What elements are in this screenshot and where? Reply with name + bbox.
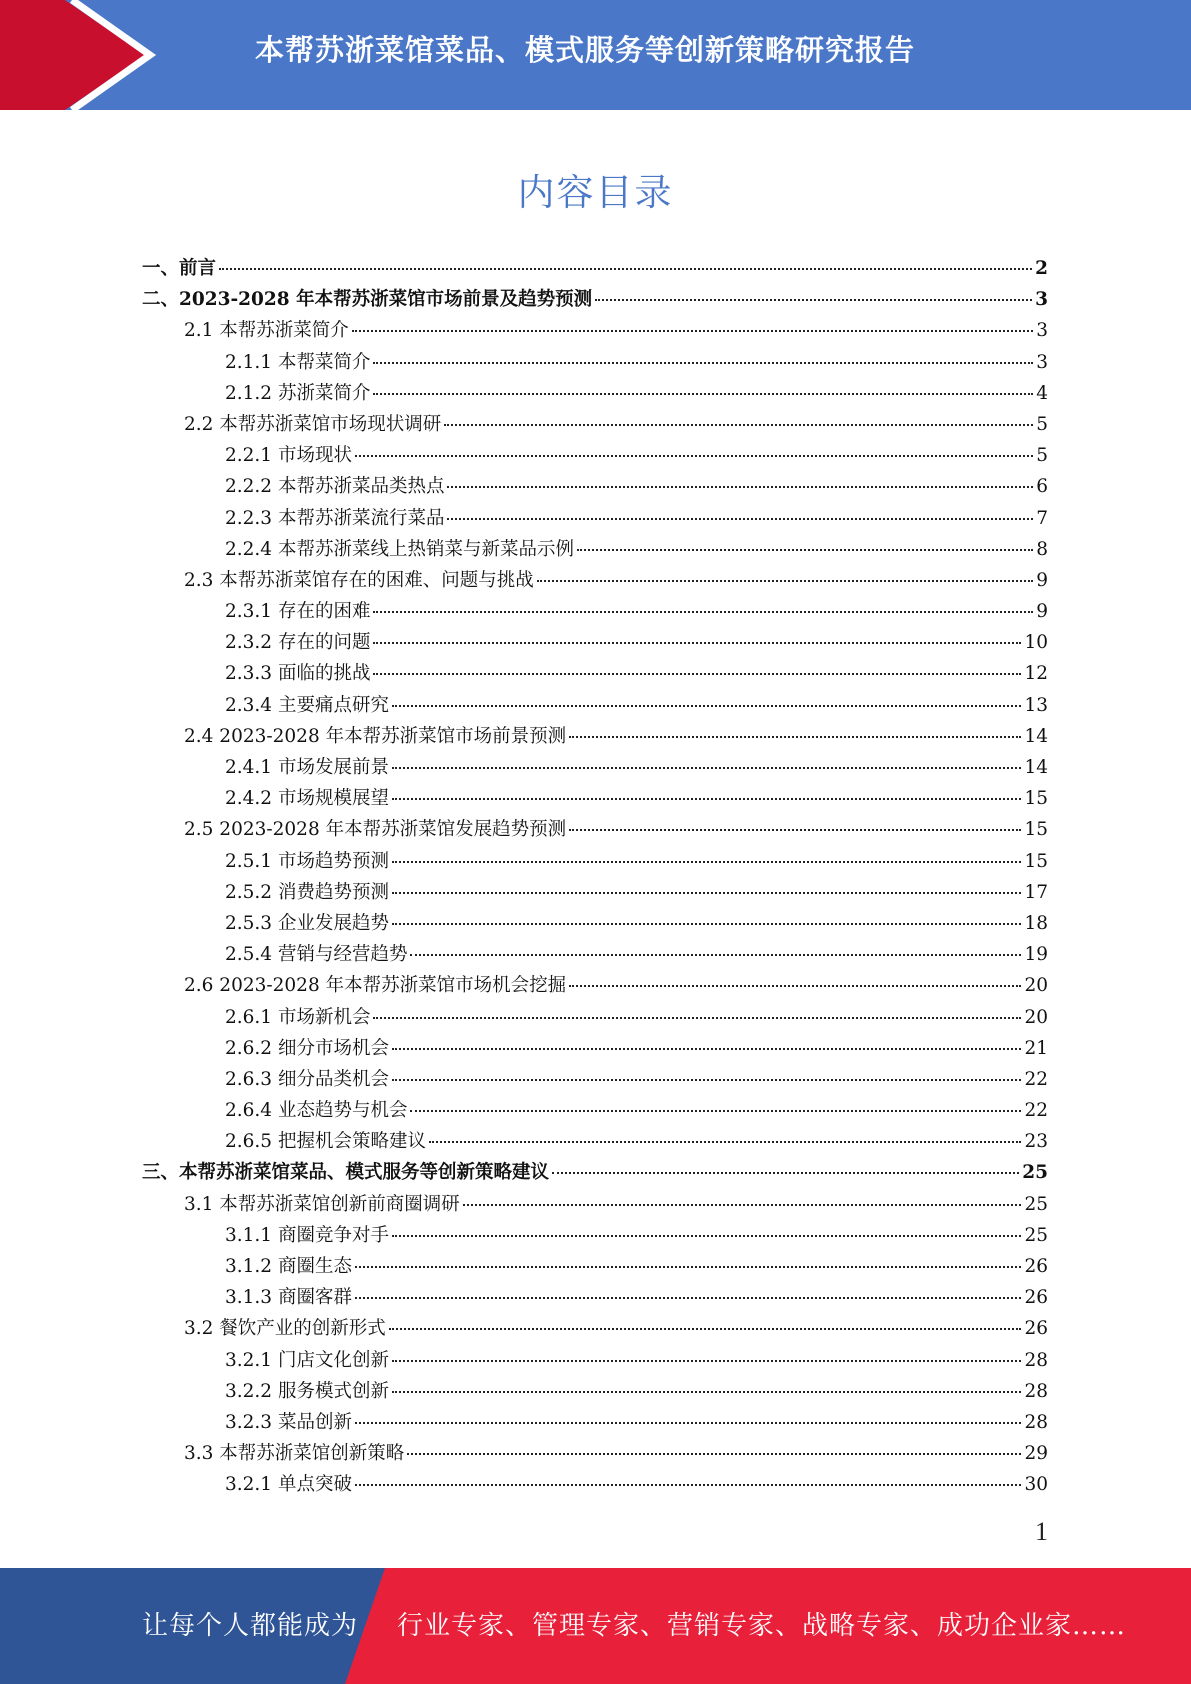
toc-dot-leader: [392, 797, 1021, 800]
toc-entry[interactable]: [142, 1251, 1048, 1282]
toc-dot-leader: [447, 517, 1033, 520]
toc-entry-page: 21: [1024, 1037, 1048, 1059]
toc-entry[interactable]: [142, 284, 1048, 315]
toc-entry[interactable]: [142, 1095, 1048, 1126]
toc-entry-label: 2.4.1 市场发展前景: [225, 757, 389, 778]
toc-dot-leader: [447, 485, 1033, 488]
toc-dot-leader: [355, 454, 1033, 457]
toc-entry-label: 2.6.5 把握机会策略建议: [225, 1131, 426, 1153]
footer-slogan-right: 行业专家、管理专家、营销专家、战略专家、成功企业家……: [397, 1611, 1127, 1641]
toc-entry-label: 2.6.2 细分市场机会: [225, 1037, 389, 1059]
toc-entry-page: 7: [1036, 507, 1048, 529]
footer-slogan-left: 让每个人都能成为: [142, 1611, 359, 1641]
toc-entry-page: 2: [1035, 258, 1048, 279]
toc-entry[interactable]: [142, 471, 1048, 502]
toc-entry-page: 8: [1036, 538, 1048, 560]
toc-entry-label: 2.3.1 存在的困难: [225, 601, 371, 623]
toc-entry-page: 14: [1024, 757, 1048, 778]
toc-entry[interactable]: [142, 939, 1048, 970]
toc-entry[interactable]: [142, 752, 1048, 783]
toc-entry[interactable]: [142, 1313, 1048, 1344]
toc-entry-page: 28: [1024, 1411, 1048, 1433]
toc-dot-leader: [373, 392, 1033, 395]
toc-entry[interactable]: [142, 846, 1048, 877]
toc-entry-label: 3.1.3 商圈客群: [225, 1287, 352, 1309]
toc-dot-leader: [389, 1327, 1022, 1330]
toc-entry-page: 6: [1036, 476, 1048, 498]
toc-dot-leader: [577, 548, 1033, 551]
toc-entry-page: 20: [1024, 1006, 1048, 1028]
toc-entry-label: 2.2.3 本帮苏浙菜流行菜品: [225, 507, 445, 529]
toc-entry[interactable]: [142, 253, 1048, 284]
toc-entry-page: 13: [1024, 694, 1048, 716]
toc-entry[interactable]: [142, 378, 1048, 409]
toc-entry-page: 9: [1036, 569, 1048, 591]
toc-entry-label: 一、前言: [142, 258, 217, 279]
toc-entry-label: 3.2.1 单点突破: [225, 1474, 352, 1496]
toc-entry[interactable]: [142, 1469, 1048, 1500]
header-title: 本帮苏浙菜馆菜品、模式服务等创新策略研究报告: [255, 33, 916, 67]
toc-entry-page: 25: [1022, 1162, 1048, 1184]
toc-entry-page: 28: [1024, 1380, 1048, 1402]
toc-dot-leader: [569, 735, 1021, 738]
toc-dot-leader: [392, 1047, 1021, 1050]
toc-entry-page: 25: [1024, 1193, 1048, 1215]
toc-entry-page: 29: [1024, 1443, 1048, 1465]
toc-entry-label: 2.3.4 主要痛点研究: [225, 694, 389, 716]
toc-dot-leader: [373, 1016, 1021, 1019]
toc-dot-leader: [373, 672, 1021, 675]
toc-entry-label: 2.2 本帮苏浙菜馆市场现状调研: [184, 413, 442, 435]
toc-entry[interactable]: [142, 1282, 1048, 1313]
toc-dot-leader: [355, 1265, 1022, 1268]
toc-entry[interactable]: [142, 534, 1048, 565]
page-header: [0, 0, 1191, 110]
toc-entry-page: 25: [1024, 1224, 1048, 1246]
toc-entry-page: 3: [1036, 320, 1048, 342]
toc-entry-label: 3.2 餐饮产业的创新形式: [184, 1318, 386, 1340]
toc-entry[interactable]: [142, 814, 1048, 845]
toc-entry[interactable]: [142, 658, 1048, 689]
toc-entry-label: 2.2.4 本帮苏浙菜线上热销菜与新菜品示例: [225, 538, 574, 560]
toc-entry-label: 2.6.3 细分品类机会: [225, 1068, 389, 1090]
toc-entry-label: 三、本帮苏浙菜馆菜品、模式服务等创新策略建议: [142, 1162, 550, 1184]
toc-entry-label: 3.1.2 商圈生态: [225, 1256, 352, 1277]
toc-dot-leader: [392, 922, 1021, 925]
toc-entry[interactable]: [142, 1345, 1048, 1376]
toc-entry-page: 22: [1024, 1100, 1048, 1122]
toc-entry-label: 2.4.2 市场规模展望: [225, 788, 389, 810]
toc-dot-leader: [219, 267, 1032, 270]
toc-dot-leader: [410, 1109, 1021, 1112]
toc-entry-label: 2.5.4 营销与经营趋势: [225, 944, 408, 966]
toc-entry-page: 26: [1024, 1287, 1048, 1309]
toc-entry-page: 15: [1024, 788, 1048, 810]
toc-entry[interactable]: [142, 1376, 1048, 1407]
toc-entry-label: 3.2.3 菜品创新: [225, 1411, 352, 1433]
page-footer: [0, 1568, 1191, 1684]
toc-dot-leader: [392, 1390, 1021, 1393]
toc-entry-label: 2.6 2023-2028 年本帮苏浙菜馆市场机会挖掘: [184, 975, 567, 997]
toc-dot-leader: [355, 1296, 1022, 1299]
toc-dot-leader: [392, 766, 1021, 769]
toc-entry-label: 3.1.1 商圈竞争对手: [225, 1224, 389, 1246]
toc-dot-leader: [444, 423, 1033, 426]
toc-entry-label: 2.3 本帮苏浙菜馆存在的困难、问题与挑战: [184, 569, 534, 591]
toc-dot-leader: [373, 610, 1033, 613]
toc-entry-page: 10: [1024, 632, 1048, 654]
toc-entry-page: 23: [1024, 1131, 1048, 1153]
toc-entry-page: 26: [1024, 1256, 1048, 1277]
toc-entry-page: 28: [1024, 1349, 1048, 1371]
toc-dot-leader: [392, 1078, 1021, 1081]
toc-entry-label: 2.2.1 市场现状: [225, 445, 352, 467]
toc-dot-leader: [392, 891, 1021, 894]
toc-entry[interactable]: [142, 1189, 1048, 1220]
toc-entry-label: 2.6.1 市场新机会: [225, 1006, 371, 1028]
toc-dot-leader: [552, 1171, 1019, 1174]
toc-entry-page: 3: [1035, 289, 1048, 311]
toc-entry[interactable]: [142, 627, 1048, 658]
toc-dot-leader: [355, 1483, 1022, 1486]
toc-entry[interactable]: [142, 908, 1048, 939]
toc-dot-leader: [429, 1140, 1021, 1143]
toc-entry-label: 3.1 本帮苏浙菜馆创新前商圈调研: [184, 1193, 460, 1215]
toc-entry[interactable]: [142, 409, 1048, 440]
toc-entry[interactable]: [142, 970, 1048, 1001]
toc-dot-leader: [537, 579, 1033, 582]
toc-entry-label: 3.2.1 门店文化创新: [225, 1349, 389, 1371]
toc-entry[interactable]: [142, 1407, 1048, 1438]
toc-entry-label: 2.5.3 企业发展趋势: [225, 912, 389, 934]
toc-entry[interactable]: [142, 347, 1048, 378]
toc-entry[interactable]: [142, 1126, 1048, 1157]
toc-entry-label: 2.1 本帮苏浙菜简介: [184, 320, 349, 342]
toc-dot-leader: [352, 329, 1033, 332]
toc-dot-leader: [407, 1452, 1021, 1455]
toc-dot-leader: [392, 704, 1021, 707]
toc-entry-page: 19: [1024, 944, 1048, 966]
toc-entry-label: 2.6.4 业态趋势与机会: [225, 1100, 408, 1122]
toc-entry-label: 2.4 2023-2028 年本帮苏浙菜馆市场前景预测: [184, 725, 567, 747]
toc-dot-leader: [595, 298, 1032, 301]
toc-entry[interactable]: [142, 721, 1048, 752]
toc-entry-page: 4: [1036, 382, 1048, 404]
toc-entry-page: 17: [1024, 881, 1048, 903]
toc-entry-label: 2.5.2 消费趋势预测: [225, 881, 389, 903]
page-number: 1: [1035, 1517, 1048, 1546]
toc-dot-leader: [373, 361, 1033, 364]
toc-entry-label: 2.1.2 苏浙菜简介: [225, 382, 371, 404]
toc-entry-page: 5: [1036, 445, 1048, 467]
toc-entry[interactable]: [142, 596, 1048, 627]
toc-entry-label: 3.2.2 服务模式创新: [225, 1380, 389, 1402]
toc-entry[interactable]: [142, 783, 1048, 814]
toc-entry-page: 14: [1024, 725, 1048, 747]
toc-entry[interactable]: [142, 1157, 1048, 1188]
toc-entry-page: 26: [1024, 1318, 1048, 1340]
toc-entry-label: 2.5 2023-2028 年本帮苏浙菜馆发展趋势预测: [184, 819, 567, 841]
toc-entry-page: 15: [1024, 819, 1048, 841]
toc-entry-label: 二、2023-2028 年本帮苏浙菜馆市场前景及趋势预测: [142, 289, 593, 311]
toc-dot-leader: [392, 860, 1021, 863]
toc-dot-leader: [463, 1203, 1022, 1206]
toc-dot-leader: [569, 828, 1021, 831]
toc-entry-page: 20: [1024, 975, 1048, 997]
toc-entry[interactable]: [142, 315, 1048, 346]
toc-entry-page: 18: [1024, 912, 1048, 934]
toc-entry-label: 2.3.3 面临的挑战: [225, 663, 371, 685]
toc-entry[interactable]: [142, 565, 1048, 596]
toc-entry-label: 3.3 本帮苏浙菜馆创新策略: [184, 1443, 405, 1465]
toc-entry[interactable]: [142, 1064, 1048, 1095]
toc-entry[interactable]: [142, 440, 1048, 471]
toc-dot-leader: [569, 984, 1021, 987]
toc-entry-page: 22: [1024, 1068, 1048, 1090]
toc-entry-page: 15: [1024, 850, 1048, 872]
toc-entry[interactable]: [142, 1002, 1048, 1033]
toc-entry[interactable]: [142, 1220, 1048, 1251]
toc-entry[interactable]: [142, 1438, 1048, 1469]
toc-entry-page: 12: [1024, 663, 1048, 685]
toc-entry-page: 9: [1036, 601, 1048, 623]
toc-entry[interactable]: [142, 1033, 1048, 1064]
page-title: 内容目录: [517, 171, 674, 214]
toc-entry[interactable]: [142, 503, 1048, 534]
toc-entry[interactable]: [142, 690, 1048, 721]
toc-entry-label: 2.1.1 本帮菜简介: [225, 351, 371, 373]
table-of-contents: [142, 253, 1048, 1501]
toc-dot-leader: [392, 1234, 1021, 1237]
toc-dot-leader: [373, 641, 1021, 644]
toc-entry-label: 2.2.2 本帮苏浙菜品类热点: [225, 476, 445, 498]
toc-entry-page: 3: [1036, 351, 1048, 373]
toc-dot-leader: [355, 1421, 1022, 1424]
toc-entry-page: 30: [1024, 1474, 1048, 1496]
toc-entry-label: 2.3.2 存在的问题: [225, 632, 371, 654]
toc-entry-page: 5: [1036, 413, 1048, 435]
toc-entry[interactable]: [142, 877, 1048, 908]
toc-entry-label: 2.5.1 市场趋势预测: [225, 850, 389, 872]
toc-dot-leader: [392, 1359, 1021, 1362]
toc-dot-leader: [410, 953, 1021, 956]
